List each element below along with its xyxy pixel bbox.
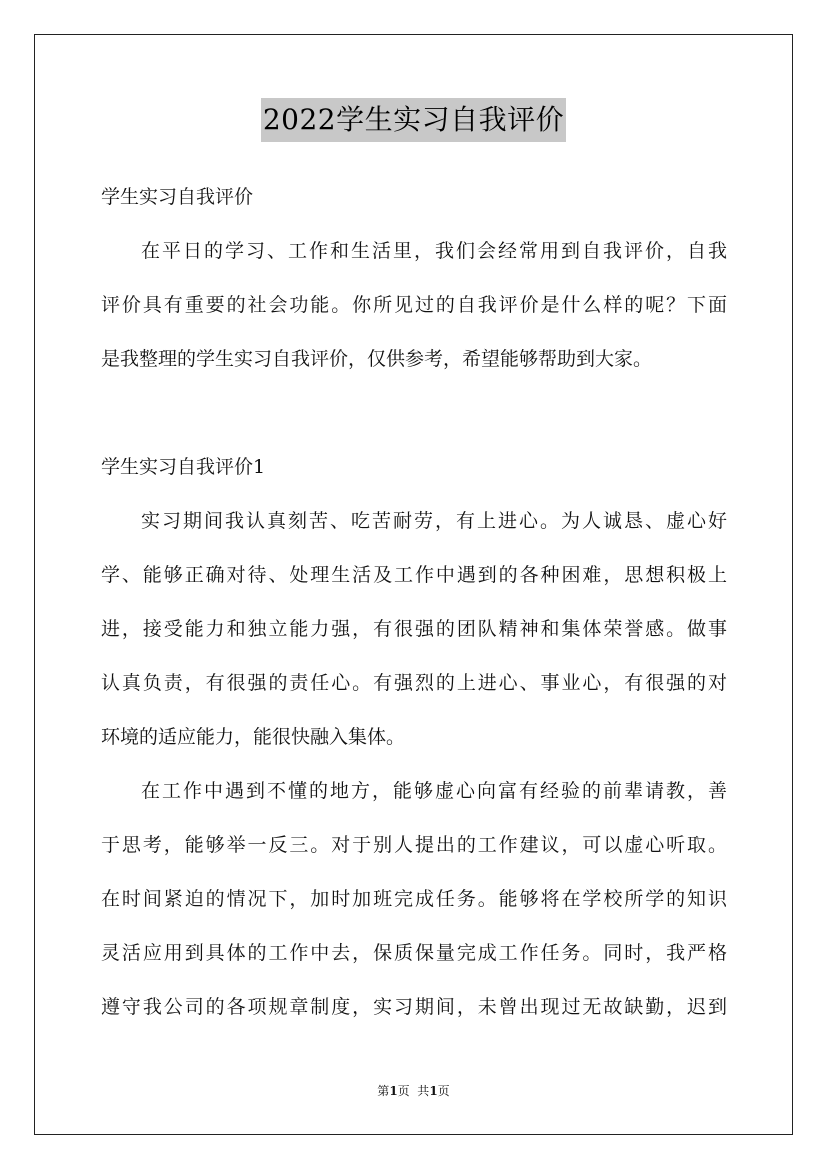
section1-para1-line: 进，接受能力和独立能力强，有很强的团队精神和集体荣誉感。做事 [101, 618, 727, 640]
paragraph-gap [101, 386, 727, 440]
section1-para2-line: 遵守我公司的各项规章制度，实习期间，未曾出现过无故缺勤，迟到 [101, 996, 727, 1018]
section1-para1-line: 学、能够正确对待、处理生活及工作中遇到的各种困难，思想积极上 [101, 564, 727, 586]
section1-para1-line: 实习期间我认真刻苦、吃苦耐劳，有上进心。为人诚恳、虚心好 [141, 510, 727, 532]
footer-page-mid: 页 共 [397, 1084, 430, 1098]
section1-para2-line: 在时间紧迫的情况下，加时加班完成任务。能够将在学校所学的知识 [101, 888, 727, 910]
intro-line: 在平日的学习、工作和生活里，我们会经常用到自我评价，自我 [141, 240, 727, 262]
section1-para2-line: 于思考，能够举一反三。对于别人提出的工作建议，可以虚心听取。 [101, 834, 727, 856]
section1-para1-line: 环境的适应能力，能很快融入集体。 [101, 726, 406, 748]
document-title: 2022学生实习自我评价 [261, 98, 566, 142]
page-footer [0, 1082, 827, 1100]
footer-page-suffix: 页 [437, 1084, 450, 1098]
section1-para2-line: 在工作中遇到不懂的地方，能够虚心向富有经验的前辈请教，善 [141, 780, 727, 802]
footer-page-number: 1 [389, 1084, 398, 1098]
section1-para2-line: 灵活应用到具体的工作中去，保质保量完成工作任务。同时，我严格 [101, 942, 727, 964]
section1-heading: 学生实习自我评价1 [101, 456, 266, 478]
footer-total-pages: 1 [429, 1084, 438, 1098]
intro-line: 是我整理的学生实习自我评价，仅供参考，希望能够帮助到大家。 [101, 348, 653, 370]
footer-page-prefix: 第 [377, 1084, 390, 1098]
title-container [0, 98, 827, 142]
document-body [101, 170, 727, 1034]
intro-heading: 学生实习自我评价 [101, 186, 254, 208]
intro-line: 评价具有重要的社会功能。你所见过的自我评价是什么样的呢？下面 [101, 294, 727, 316]
section1-para1-line: 认真负责，有很强的责任心。有强烈的上进心、事业心，有很强的对 [101, 672, 727, 694]
